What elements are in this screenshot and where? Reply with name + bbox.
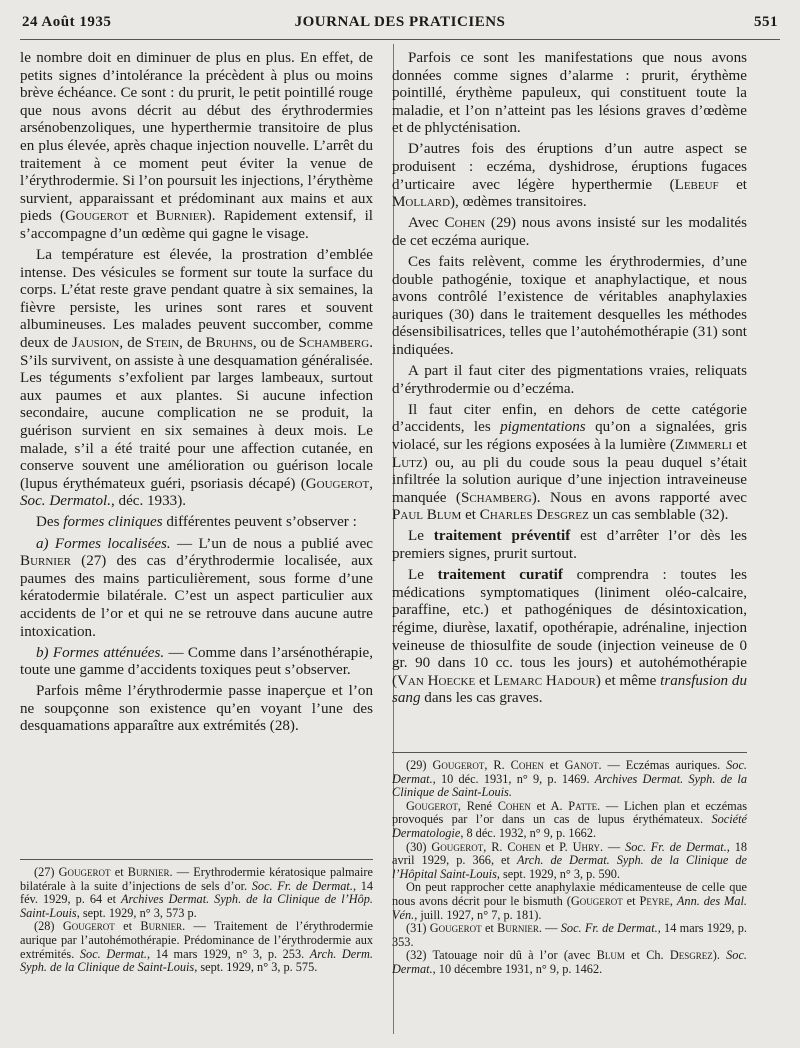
journal-title: JOURNAL DES PRATICIENS bbox=[294, 14, 506, 30]
right-column bbox=[392, 50, 747, 711]
paragraph: a) Formes localisées. — L’un de nous a publié avec Burnier (27) des cas d’érythrodermie localisée, aux paumes des mains particulièrement, sous forme d’une kératodermie bilatérale. C’est un aspect particulier aux accidents de l’or et qui ne se retrouve dans aucune autre intoxication. bbox=[20, 535, 374, 640]
paragraph: Parfois même l’érythrodermie passe inaperçue et l’on ne soupçonne son existence qu’en voyant l’une des desquamations apparaître aux extrémités (28). bbox=[20, 683, 373, 735]
footnote: On peut rapprocher cette anaphylaxie médicamenteuse de celle que nous avons décrit pour le bismuth (Gougerot et Peyre, Ann. des Mal. Vén., juill. 1927, n° 7, p. 181). bbox=[392, 880, 748, 922]
header-rule bbox=[20, 39, 780, 40]
paragraph: La température est élevée, la prostration d’emblée intense. Des vésicules se forment sur toute la surface du corps. L’état reste grave pendant quatre à six semaines, la fièvre persiste, les urines sont rares et souvent albumineuses. Les malades peuvent succomber, comme deux de Jausion, de Stein, de Bruhns, ou de Schamberg. S’ils survivent, on assiste à une desquamation généralisée. Les téguments s’exfolient par larges lambeaux, surtout aux paumes et aux plantes. Si aucune infection secondaire, aucune complication ne se produit, la guérison survient en six semaines à deux mois. Le malade, s’il a été traité pour une affection cutanée, en conserve souvent une amélioration ou guérison locale (lupus érythémateux guéri, psoriasis décapé) (Gougerot, Soc. Dermatol., déc. 1933). bbox=[20, 247, 373, 510]
footnote-rule bbox=[20, 859, 373, 860]
paragraph: Le traitement préventif est d’arrêter l’or dès les premiers signes, prurit surtout. bbox=[392, 528, 747, 563]
footnote: (31) Gougerot et Burnier. — Soc. Fr. de Dermat., 14 mars 1929, p. 353. bbox=[392, 921, 747, 949]
subsection-heading: traitement préventif bbox=[433, 528, 571, 545]
subsection-heading: traitement curatif bbox=[437, 567, 563, 584]
paragraph: Parfois ce sont les manifestations que nous avons données comme signes d’alarme : prurit, érythème pointillé, érythème papuleux, qui constituent toute la maladie, et l’on n’atteint pas les lésions graves d’œdème et de phlycténisation. bbox=[392, 50, 747, 137]
footnote: (27) Gougerot et Burnier. — Erythrodermie kératosique palmaire bilatérale à la suite d’injections de sels d’or. Soc. Fr. de Dermat., 14 fév. 1929, p. 64 et Archives Dermat. Syph. de la Clinique de l’Hôp. Saint-Louis, sept. 1929, n° 3, 573 p. bbox=[20, 865, 373, 920]
paragraph: D’autres fois des éruptions d’un autre aspect se produisent : eczéma, dyshidrose, éruptions fugaces d’urticaire avec légère hyperthermie (Lebeuf et Mollard), œdèmes transitoires. bbox=[392, 141, 748, 211]
paragraph: Il faut citer enfin, en dehors de cette catégorie d’accidents, les pigmentations qu’on a signalées, gris violacé, sur les régions exposées à la lumière (Zimmerli et Lutz) ou, au pli du coude sous la peau duquel s’était infiltrée la solution aurique d’une injection intraveineuse manquée (Schamberg). Nous en avons rapporté avec Paul Blum et Charles Desgrez un cas semblable (32). bbox=[392, 401, 748, 524]
paragraph: A part il faut citer des pigmentations vraies, reliquats d’érythrodermie ou d’eczéma. bbox=[392, 363, 747, 397]
footnote: (28) Gougerot et Burnier. — Traitement de l’érythrodermie aurique par l’autohémothérapie. Prédominance de l’érythrodermie aux extrémités. Soc. Dermat., 14 mars 1929, n° 3, p. 253. Arch. Derm. Syph. de la Clinique de Saint-Louis, sept. 1929, n° 3, p. 575. bbox=[20, 919, 373, 975]
page-number: 551 bbox=[754, 14, 778, 30]
footnote: Gougerot, René Cohen et A. Patte. — Lichen plan et eczémas provoqués par l’or dans un cas de lupus érythémateux. Société Dermatologie, 8 déc. 1932, n° 9, p. 1662. bbox=[392, 798, 747, 840]
paragraph: b) Formes atténuées. — Comme dans l’arsénothérapie, toute une gamme d’accidents toxiques peut s’observer. bbox=[20, 644, 373, 679]
footnotes-right bbox=[392, 752, 747, 977]
paragraph: Ces faits relèvent, comme les érythrodermies, d’une double pathogénie, toxique et anaphylactique, et nous avons contrôlé l’existence de véritables anaphylaxies auriques (30) dans le traitement desquelles les méthodes désensibilisatrices, telles que l’autohémothérapie (31) sont indiquées. bbox=[392, 254, 747, 358]
paragraph: Des formes cliniques différentes peuvent s’observer : bbox=[36, 514, 357, 531]
subsection-heading: b) Formes atténuées. bbox=[36, 644, 165, 661]
footnote-rule bbox=[392, 752, 747, 753]
left-column bbox=[20, 50, 373, 740]
footnote: (30) Gougerot, R. Cohen et P. Uhry. — Soc. Fr. de Dermat., 18 avril 1929, p. 366, et Arch. de Dermat. Syph. de la Clinique de l’Hôpital Saint-Louis, sept. 1929, n° 3, p. 590. bbox=[392, 839, 748, 881]
paragraph: Avec Cohen (29) nous avons insisté sur les modalités de cet eczéma aurique. bbox=[392, 215, 748, 249]
paragraph: le nombre doit en diminuer de plus en plus. En effet, de petits signes d’intolérance la précèdent à plus ou moins brève échéance. Ce sont : du prurit, le petit pointillé rouge que nous avons décrit au début des érythrodermies arsénobenzoliques, une hyperthermie transitoire de plus en plus élevée, après chaque injection nouvelle. L’arrêt du traitement à ce moment peut éviter la venue de l’érythrodermie. Si l’on poursuit les injections, l’érythème survient, apparaissant et prédominant aux mains et aux pieds (Gougerot et Burnier). Rapidement extensif, il s’accompagne d’un œdème qui gagne le visage. bbox=[20, 50, 373, 242]
running-header bbox=[22, 14, 778, 36]
footnote: (29) Gougerot, R. Cohen et Ganot. — Eczémas auriques. Soc. Dermat., 10 déc. 1931, n° 9, p. 1469. Archives Dermat. Syph. de la Clinique de Saint-Louis. bbox=[392, 758, 747, 800]
footnotes-left bbox=[20, 859, 373, 975]
subsection-heading: a) Formes localisées. bbox=[36, 535, 171, 552]
issue-date: 24 Août 1935 bbox=[22, 14, 112, 30]
paragraph: Le traitement curatif comprendra : toutes les médications symptomatiques (liniment oléo-calcaire, paraffine, etc.) et pathogéniques de désintoxication, régime, diurèse, laxatif, opothérapie, adrénaline, injection veineuse de thiosulfite de soude (injection veineuse de 0 gr. 90 dans 10 cc. tous les jours) et autohémothérapie (Van Hoecke et Lemarc Hadour) et même transfusion du sang dans les cas graves. bbox=[392, 567, 748, 707]
footnote: (32) Tatouage noir dû à l’or (avec Blum et Ch. Desgrez). Soc. Dermat., 10 décembre 1931, n° 9, p. 1462. bbox=[392, 948, 747, 976]
